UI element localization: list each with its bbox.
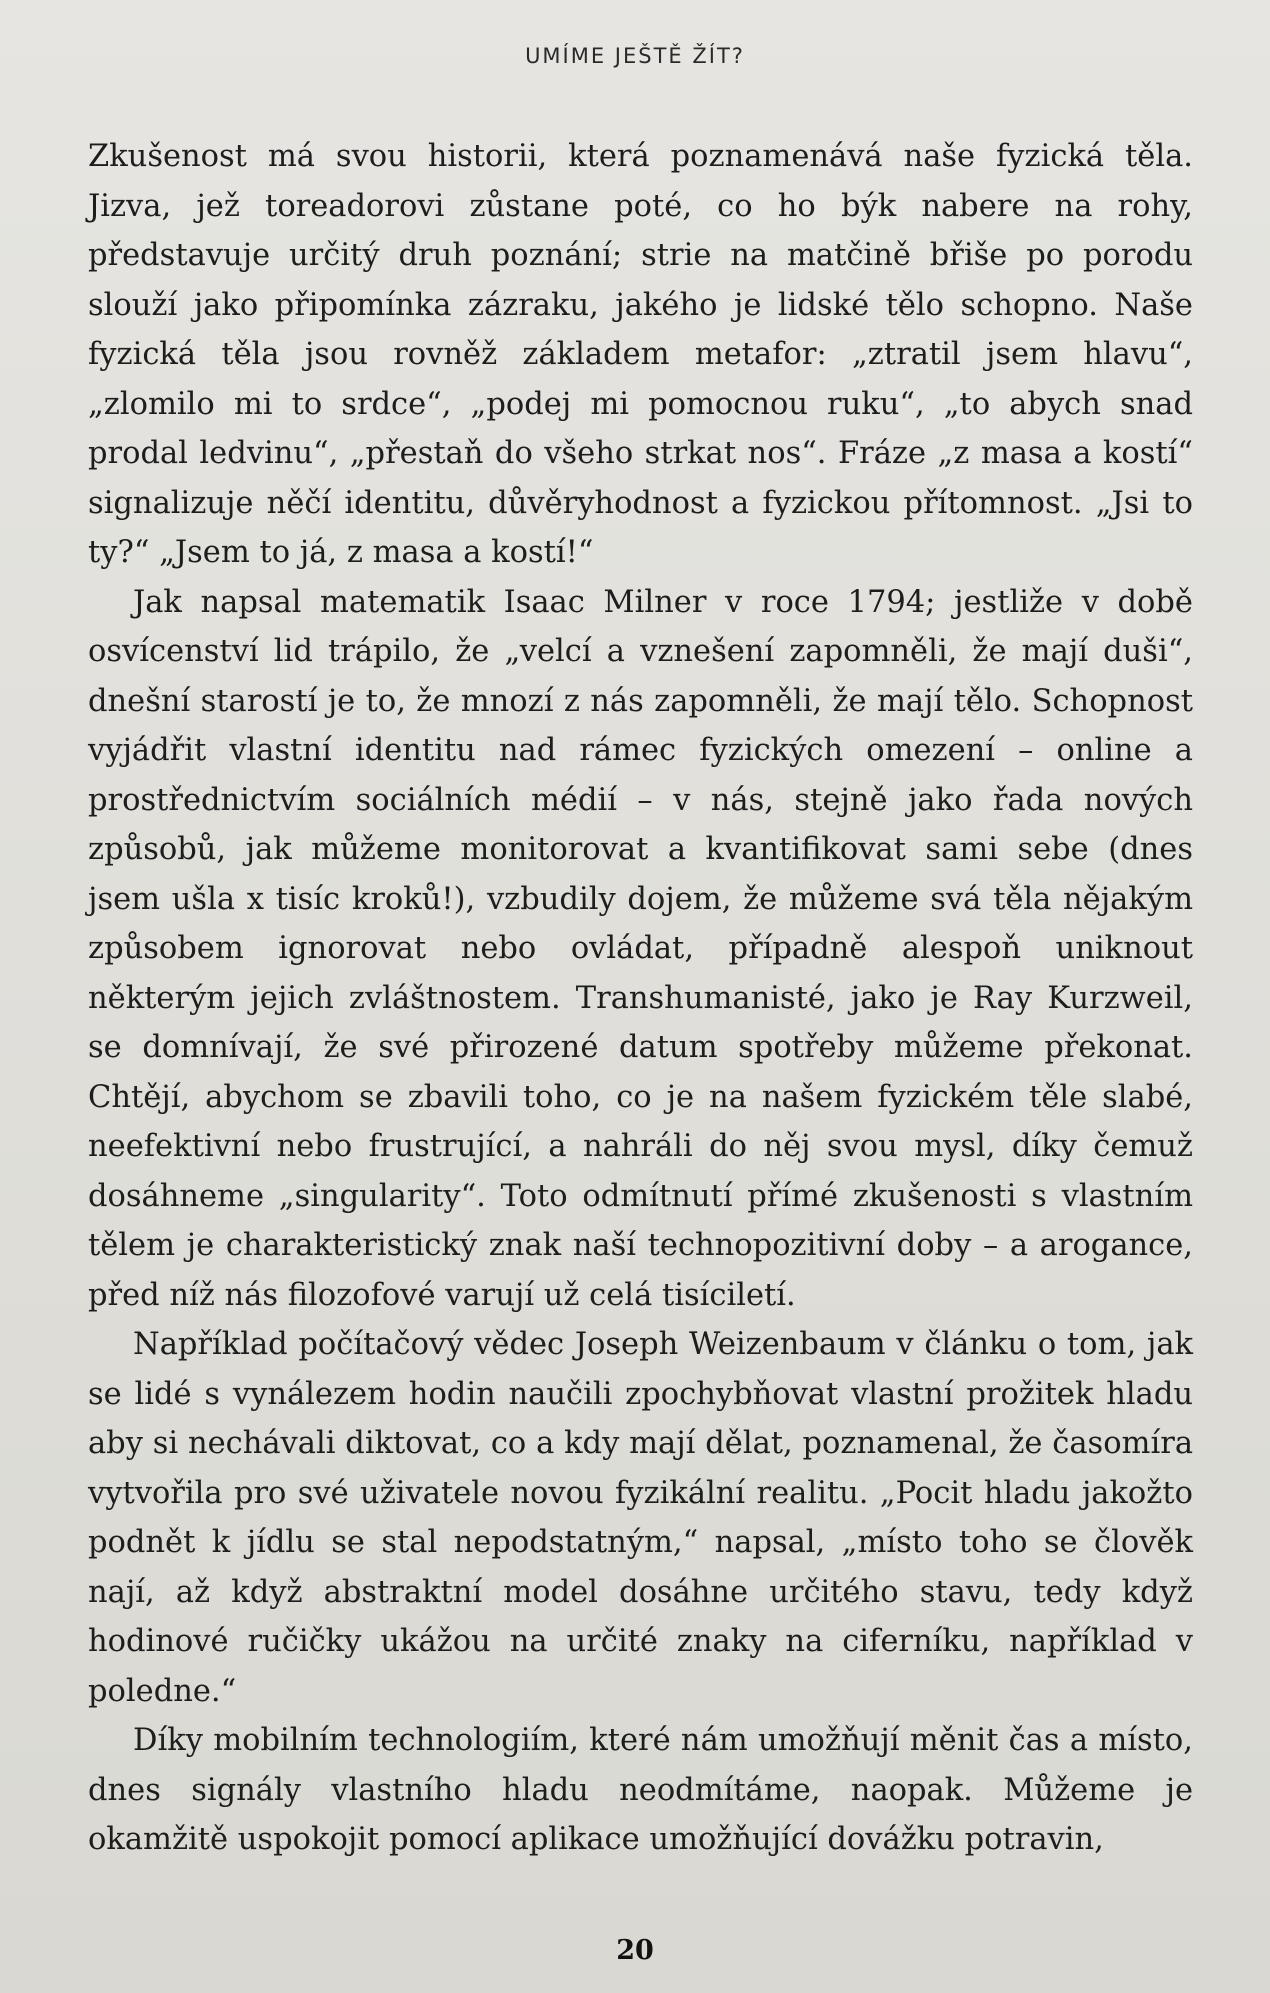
body-text [88,132,1193,1865]
paragraph-1: Zkušenost má svou historii, která poznamenává naše fyzická těla. Jizva, jež toreadorovi zůstane poté, co ho býk nabere na rohy, představuje určitý druh poznání; strie na matčině břiše po porodu slouží jako připomínka zázraku, jakého je lidské tělo schopno. Naše fyzická těla jsou rovněž základem metafor: „ztratil jsem hlavu“, „zlomilo mi to srdce“, „podej mi pomocnou ruku“, „to abych snad prodal ledvinu“, „přestaň do všeho strkat nos“. Fráze „z masa a kostí“ signalizuje něčí identitu, důvěryhodnost a fyzickou přítomnost. „Jsi to ty?“ „Jsem to já, z masa a kostí!“ [88,139,1193,570]
page-number: 20 [616,1935,654,1966]
paragraph-4: Díky mobilním technologiím, které nám umožňují měnit čas a místo, dnes signály vlastního hladu neodmítáme, naopak. Můžeme je okamžitě uspokojit pomocí aplikace umožňující dovážku potravin, [88,1723,1193,1857]
paragraph-2: Jak napsal matematik Isaac Milner v roce 1794; jestliže v době osvícenství lid trápilo, že „velcí a vznešení zapomněli, že mají duši“, dnešní starostí je to, že mnozí z nás zapomněli, že mají tělo. Schopnost vyjádřit vlastní identitu nad rámec fyzických omezení – online a prostřednictvím sociálních médií – v nás, stejně jako řada nových způsobů, jak můžeme monitorovat a kvantifikovat sami sebe (dnes jsem ušla x tisíc kroků!), vzbudily dojem, že můžeme svá těla nějakým způsobem ignorovat nebo ovládat, případně alespoň uniknout některým jejich zvláštnostem. Transhumanisté, jako je Ray Kurzweil, se domnívají, že své přirozené datum spotřeby můžeme překonat. Chtějí, abychom se zbavili toho, co je na našem fyzickém těle slabé, neefektivní nebo frustrující, a nahráli do něj svou mysl, díky čemuž dosáhneme „singularity“. Toto odmítnutí přímé zkušenosti s vlastním tělem je charakteristický znak naší technopozitivní doby – a arogance, před níž nás filozofové varují už celá tisíciletí. [88,584,1193,1313]
paragraph-3: Například počítačový vědec Joseph Weizenbaum v článku o tom, jak se lidé s vynálezem hodin naučili zpochybňovat vlastní prožitek hladu aby si nechávali diktovat, co a kdy mají dělat, poznamenal, že časomíra vytvořila pro své uživatele novou fyzikální realitu. „Pocit hladu jakožto podnět k jídlu se stal nepodstatným,“ napsal, „místo toho se člověk nají, až když abstraktní model dosáhne určitého stavu, tedy když hodinové ručičky ukážou na určité znaky na ciferníku, například v poledne.“ [88,1327,1193,1709]
running-head: UMÍME JEŠTĚ ŽÍT? [525,44,745,68]
